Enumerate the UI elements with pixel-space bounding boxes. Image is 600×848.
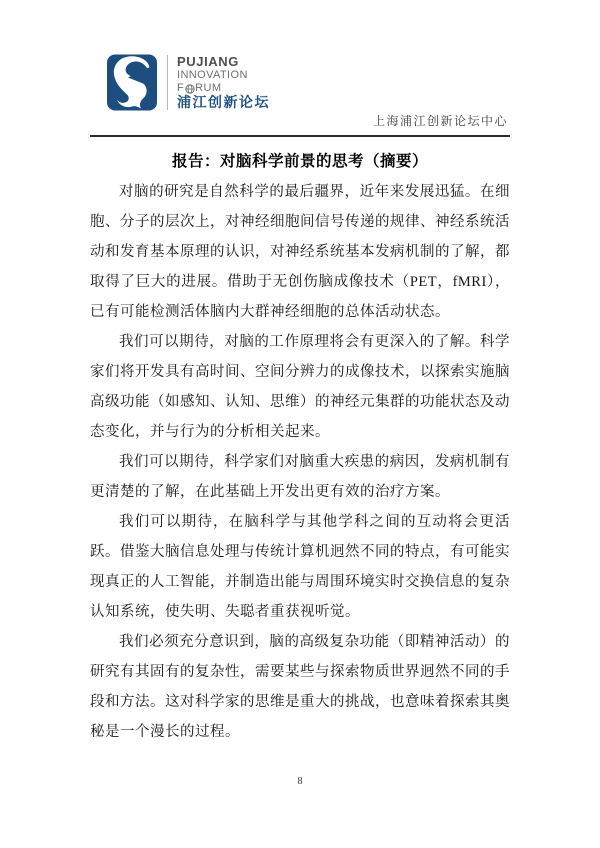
document-body <box>90 177 510 747</box>
globe-icon <box>185 84 195 94</box>
logo-divider <box>167 55 168 110</box>
page-title: 报告：对脑科学前景的思考（摘要） <box>171 153 428 170</box>
paragraph: 我们可以期待，在脑科学与其他学科之间的互动将会更活跃。借鉴大脑信息处理与传统计算机迥然不同的特点，有可能实现真正的人工智能，并制造出能与周围环境实时交换信息的复杂认知系统，使失明、失聪者重获视听觉。 <box>90 514 510 620</box>
logo-line1: PUJIANG <box>177 54 239 69</box>
logo-chinese-name: 浦江创新论坛 <box>177 94 270 110</box>
logo-text <box>177 54 270 111</box>
swan-logo-icon <box>107 54 157 111</box>
paragraph: 我们可以期待，对脑的工作原理将会有更深入的了解。科学家们将开发具有高时间、空间分辨力的成像技术，以探索实施脑高级功能（如感知、认知、思维）的神经元集群的功能状态及动态变化，并与行为的分析相关起来。 <box>90 334 510 440</box>
paragraph: 我们必须充分意识到，脑的高级复杂功能（即精神活动）的研究有其固有的复杂性，需要某些与探索物质世界迥然不同的手段和方法。这对科学家的思维是重大的挑战，也意味着探索其奥秘是一个漫长的过程。 <box>90 634 510 740</box>
page-number: 8 <box>297 776 303 787</box>
logo-forum-f: F <box>177 82 185 94</box>
header-org-name: 上海浦江创新论坛中心 <box>372 114 508 128</box>
pujiang-forum-logo <box>107 54 270 111</box>
paragraph: 我们可以期待，科学家们对脑重大疾患的病因，发病机制有更清楚的了解，在此基础上开发出更有效的治疗方案。 <box>90 454 510 500</box>
logo-line2: INNOVATION <box>177 69 248 81</box>
header-rule <box>90 135 510 137</box>
paragraph: 对脑的研究是自然科学的最后疆界，近年来发展迅猛。在细胞、分子的层次上，对神经细胞间信号传递的规律、神经系统活动和发育基本原理的认识，对神经系统基本发病机制的了解，都取得了巨大的进展。借助于无创伤脑成像技术（PET，fMRI），已有可能检测活体脑内大群神经细胞的总体活动状态。 <box>90 184 510 320</box>
logo-forum-rum: RUM <box>195 82 222 94</box>
